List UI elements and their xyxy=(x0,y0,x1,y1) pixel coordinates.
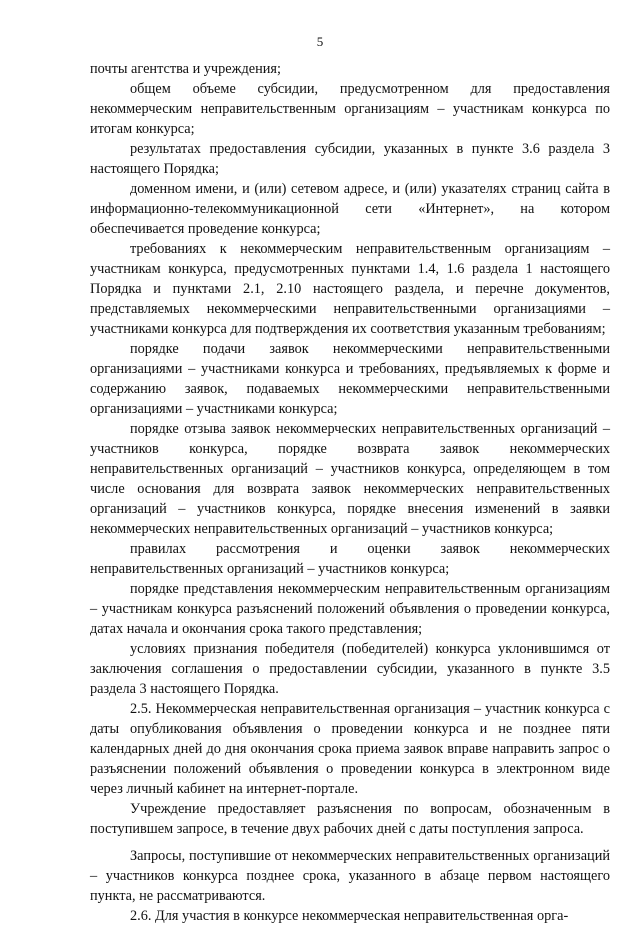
paragraph: общем объеме субсидии, предусмотренном для предоставления некоммерческим неправительственным организациям – участникам конкурса по итогам конкурса; xyxy=(90,81,610,137)
paragraph: Учреждение предоставляет разъяснения по вопросам, обозначенным в поступившем запросе, в течение двух рабочих дней с даты поступления запроса. xyxy=(90,801,610,837)
paragraph: 2.5. Некоммерческая неправительственная организация – участник конкурса с даты опубликования объявления о проведении конкурса и не позднее пяти календарных дней до дня окончания срока приема заявок вправе направить запрос о разъяснении положений объявления о проведении конкурса в электронном виде через личный кабинет на интернет-портале. xyxy=(90,701,610,797)
paragraph: результатах предоставления субсидии, указанных в пункте 3.6 раздела 3 настоящего Порядка; xyxy=(90,141,610,177)
paragraph: требованиях к некоммерческим неправительственным организациям – участникам конкурса, предусмотренных пунктами 1.4, 1.6 раздела 1 настоящего Порядка и пунктами 2.1, 2.10 настоящего раздела, и перечне документов, представляемых некоммерческими неправительственными организациями – участниками конкурса для подтверждения их соответствия указанным требованиям; xyxy=(90,241,610,337)
paragraph: 2.6. Для участия в конкурсе некоммерческая неправительственная орга- xyxy=(130,908,569,924)
paragraph: порядке подачи заявок некоммерческими неправительственными организациями – участниками конкурса и требованиях, предъявляемых к форме и содержанию заявок, подаваемых некоммерческими неправительственными организациями – участниками конкурса; xyxy=(90,341,610,417)
paragraph: порядке отзыва заявок некоммерческих неправительственных организаций – участников конкурса, порядке возврата заявок некоммерческих неправительственных организаций – участников конкурса, определяющем в том числе основания для возврата заявок некоммерческих неправительственных организаций – участников конкурса, порядке внесения изменений в заявки некоммерческих неправительственных организаций – участников конкурса; xyxy=(90,421,610,537)
paragraph: Запросы, поступившие от некоммерческих неправительственных организаций – участников конкурса позднее срока, указанного в абзаце первом настоящего пункта, не рассматриваются. xyxy=(90,848,610,904)
document-body xyxy=(90,59,610,926)
paragraph: порядке представления некоммерческим неправительственным организациям – участникам конкурса разъяснений положений объявления о проведении конкурса, датах начала и окончания срока такого представления; xyxy=(90,581,610,637)
paragraph: почты агентства и учреждения; xyxy=(90,61,281,77)
paragraph: доменном имени, и (или) сетевом адресе, и (или) указателях страниц сайта в информационно-телекоммуникационной сети «Интернет», на котором обеспечивается проведение конкурса; xyxy=(90,181,610,237)
paragraph: правилах рассмотрения и оценки заявок некоммерческих неправительственных организаций – участников конкурса; xyxy=(90,541,610,577)
paragraph: условиях признания победителя (победителей) конкурса уклонившимся от заключения соглашения о предоставлении субсидии, указанного в пункте 3.5 раздела 3 настоящего Порядка. xyxy=(90,641,610,697)
page-number: 5 xyxy=(316,34,324,49)
